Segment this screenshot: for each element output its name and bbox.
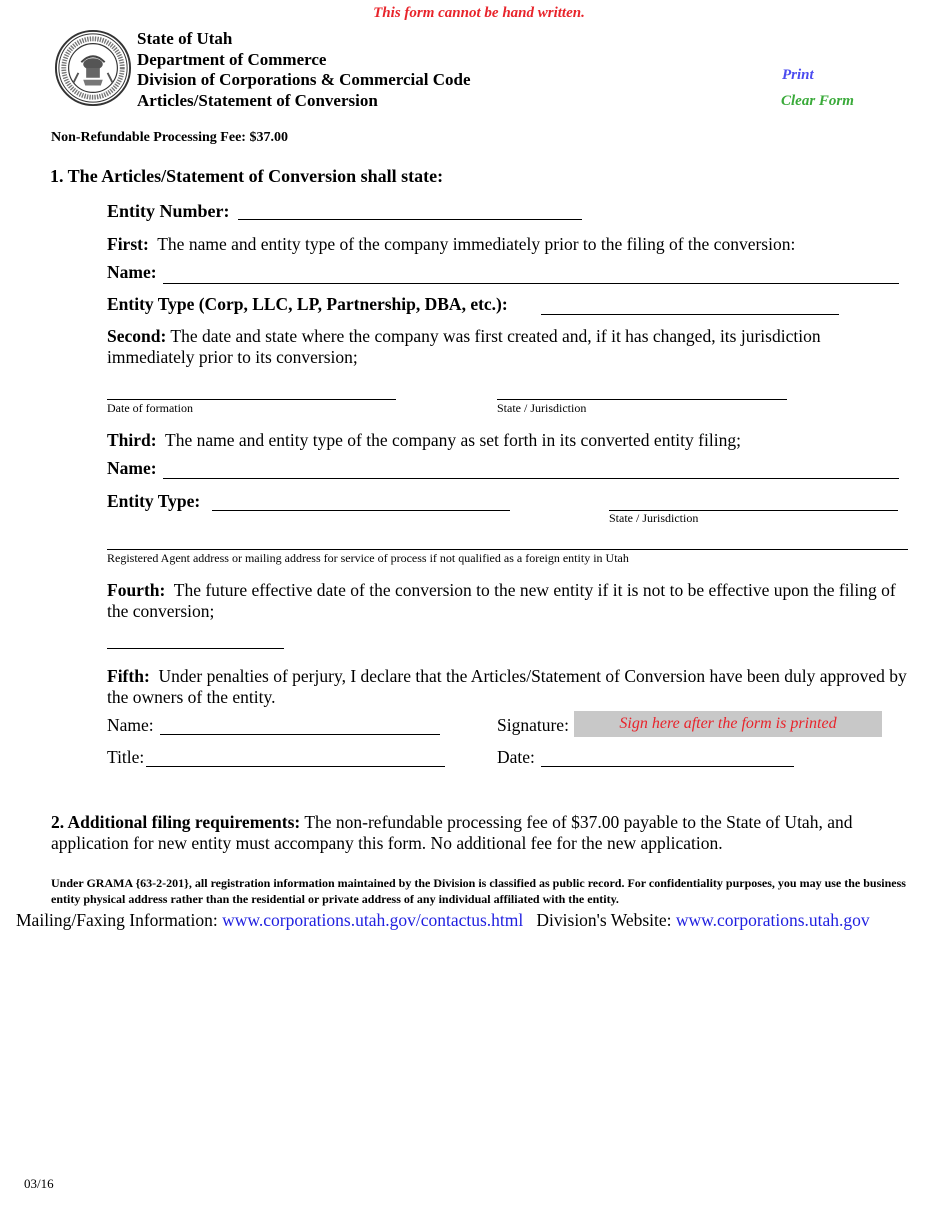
state-jurisdiction-field[interactable] [497, 399, 787, 400]
fourth-text: The future effective date of the conversion to the new entity if it is not to be effective upon the filing of the conversion; [107, 580, 896, 621]
section2 [51, 812, 901, 854]
form-version: 03/16 [24, 1176, 54, 1191]
website-label: Division's Website: [536, 910, 672, 930]
header-division: Division of Corporations & Commercial Code [137, 70, 471, 89]
first-item [107, 234, 795, 255]
grama-notice: Under GRAMA {63-2-201}, all registration information maintained by the Division is classified as public record. For confidentiality purposes, you may use the business entity physical address rather than the residential or private address of any individual affiliated with the entity. [51, 876, 906, 906]
new-name-label: Name: [107, 458, 157, 478]
sign-date-field[interactable] [541, 766, 794, 767]
contact-us-link[interactable]: www.corporations.utah.gov/contactus.html [222, 910, 524, 930]
prior-entity-type-field[interactable] [541, 314, 839, 315]
second-text: The date and state where the company was first created and, if it has changed, its jurisdiction immediately prior to its conversion; [107, 326, 821, 367]
effective-date-field[interactable] [107, 648, 284, 649]
date-of-formation-field[interactable] [107, 399, 396, 400]
second-item [107, 326, 897, 368]
signature-field[interactable]: Sign here after the form is printed [574, 711, 882, 737]
registered-agent-field[interactable] [107, 549, 908, 550]
new-entity-type-label: Entity Type: [107, 491, 201, 511]
prior-entity-type-label: Entity Type (Corp, LLC, LP, Partnership, DBA, etc.): [107, 294, 508, 314]
first-label: First: [107, 234, 149, 254]
first-text: The name and entity type of the company immediately prior to the filing of the conversion: [157, 234, 796, 254]
date-of-formation-label: Date of formation [107, 401, 193, 415]
clear-form-button[interactable]: Clear Form [781, 93, 854, 109]
second-label: Second: [107, 326, 167, 346]
section2-text: The non-refundable processing fee of $37.00 payable to the State of Utah, and application for new entity must accompany this form. No additional fee for the new application. [51, 812, 853, 853]
header-form-title: Articles/Statement of Conversion [137, 90, 378, 110]
header-state: State of Utah [137, 29, 233, 48]
print-button[interactable]: Print [782, 67, 814, 83]
new-entity-type-field[interactable] [212, 510, 510, 511]
processing-fee: Non-Refundable Processing Fee: $37.00 [51, 130, 288, 145]
section2-heading: 2. Additional filing requirements: [51, 812, 301, 832]
handwriting-warning: This form cannot be hand written. [373, 5, 585, 21]
state-jurisdiction-label: State / Jurisdiction [497, 401, 587, 415]
signer-title-field[interactable] [146, 766, 445, 767]
third-label: Third: [107, 430, 157, 450]
mailing-label: Mailing/Faxing Information: [16, 910, 218, 930]
entity-number-label: Entity Number: [107, 201, 230, 221]
header-department: Department of Commerce [137, 49, 327, 69]
third-text: The name and entity type of the company as set forth in its converted entity filing; [165, 430, 741, 450]
footer-links [16, 910, 870, 931]
fifth-text: Under penalties of perjury, I declare that the Articles/Statement of Conversion have been duly approved by the owners of the entity. [107, 666, 907, 707]
fifth-item [107, 666, 907, 708]
signer-title-label: Title: [107, 747, 145, 767]
division-website-link[interactable]: www.corporations.utah.gov [675, 910, 870, 930]
signer-name-label: Name: [107, 715, 154, 735]
signature-label: Signature: [497, 715, 569, 735]
new-state-jurisdiction-label: State / Jurisdiction [609, 511, 699, 525]
entity-number-field[interactable] [238, 219, 582, 220]
utah-state-seal-icon [54, 29, 132, 107]
sign-date-label: Date: [497, 747, 535, 767]
prior-name-label: Name: [107, 262, 157, 282]
fourth-item [107, 580, 907, 622]
section1-heading: 1. The Articles/Statement of Conversion shall state: [50, 166, 444, 186]
registered-agent-label: Registered Agent address or mailing address for service of process if not qualified as a foreign entity in Utah [107, 551, 629, 565]
fourth-label: Fourth: [107, 580, 166, 600]
prior-name-field[interactable] [163, 283, 899, 284]
signer-name-field[interactable] [160, 734, 440, 735]
new-name-field[interactable] [163, 478, 899, 479]
fifth-label: Fifth: [107, 666, 150, 686]
third-item [107, 430, 741, 451]
